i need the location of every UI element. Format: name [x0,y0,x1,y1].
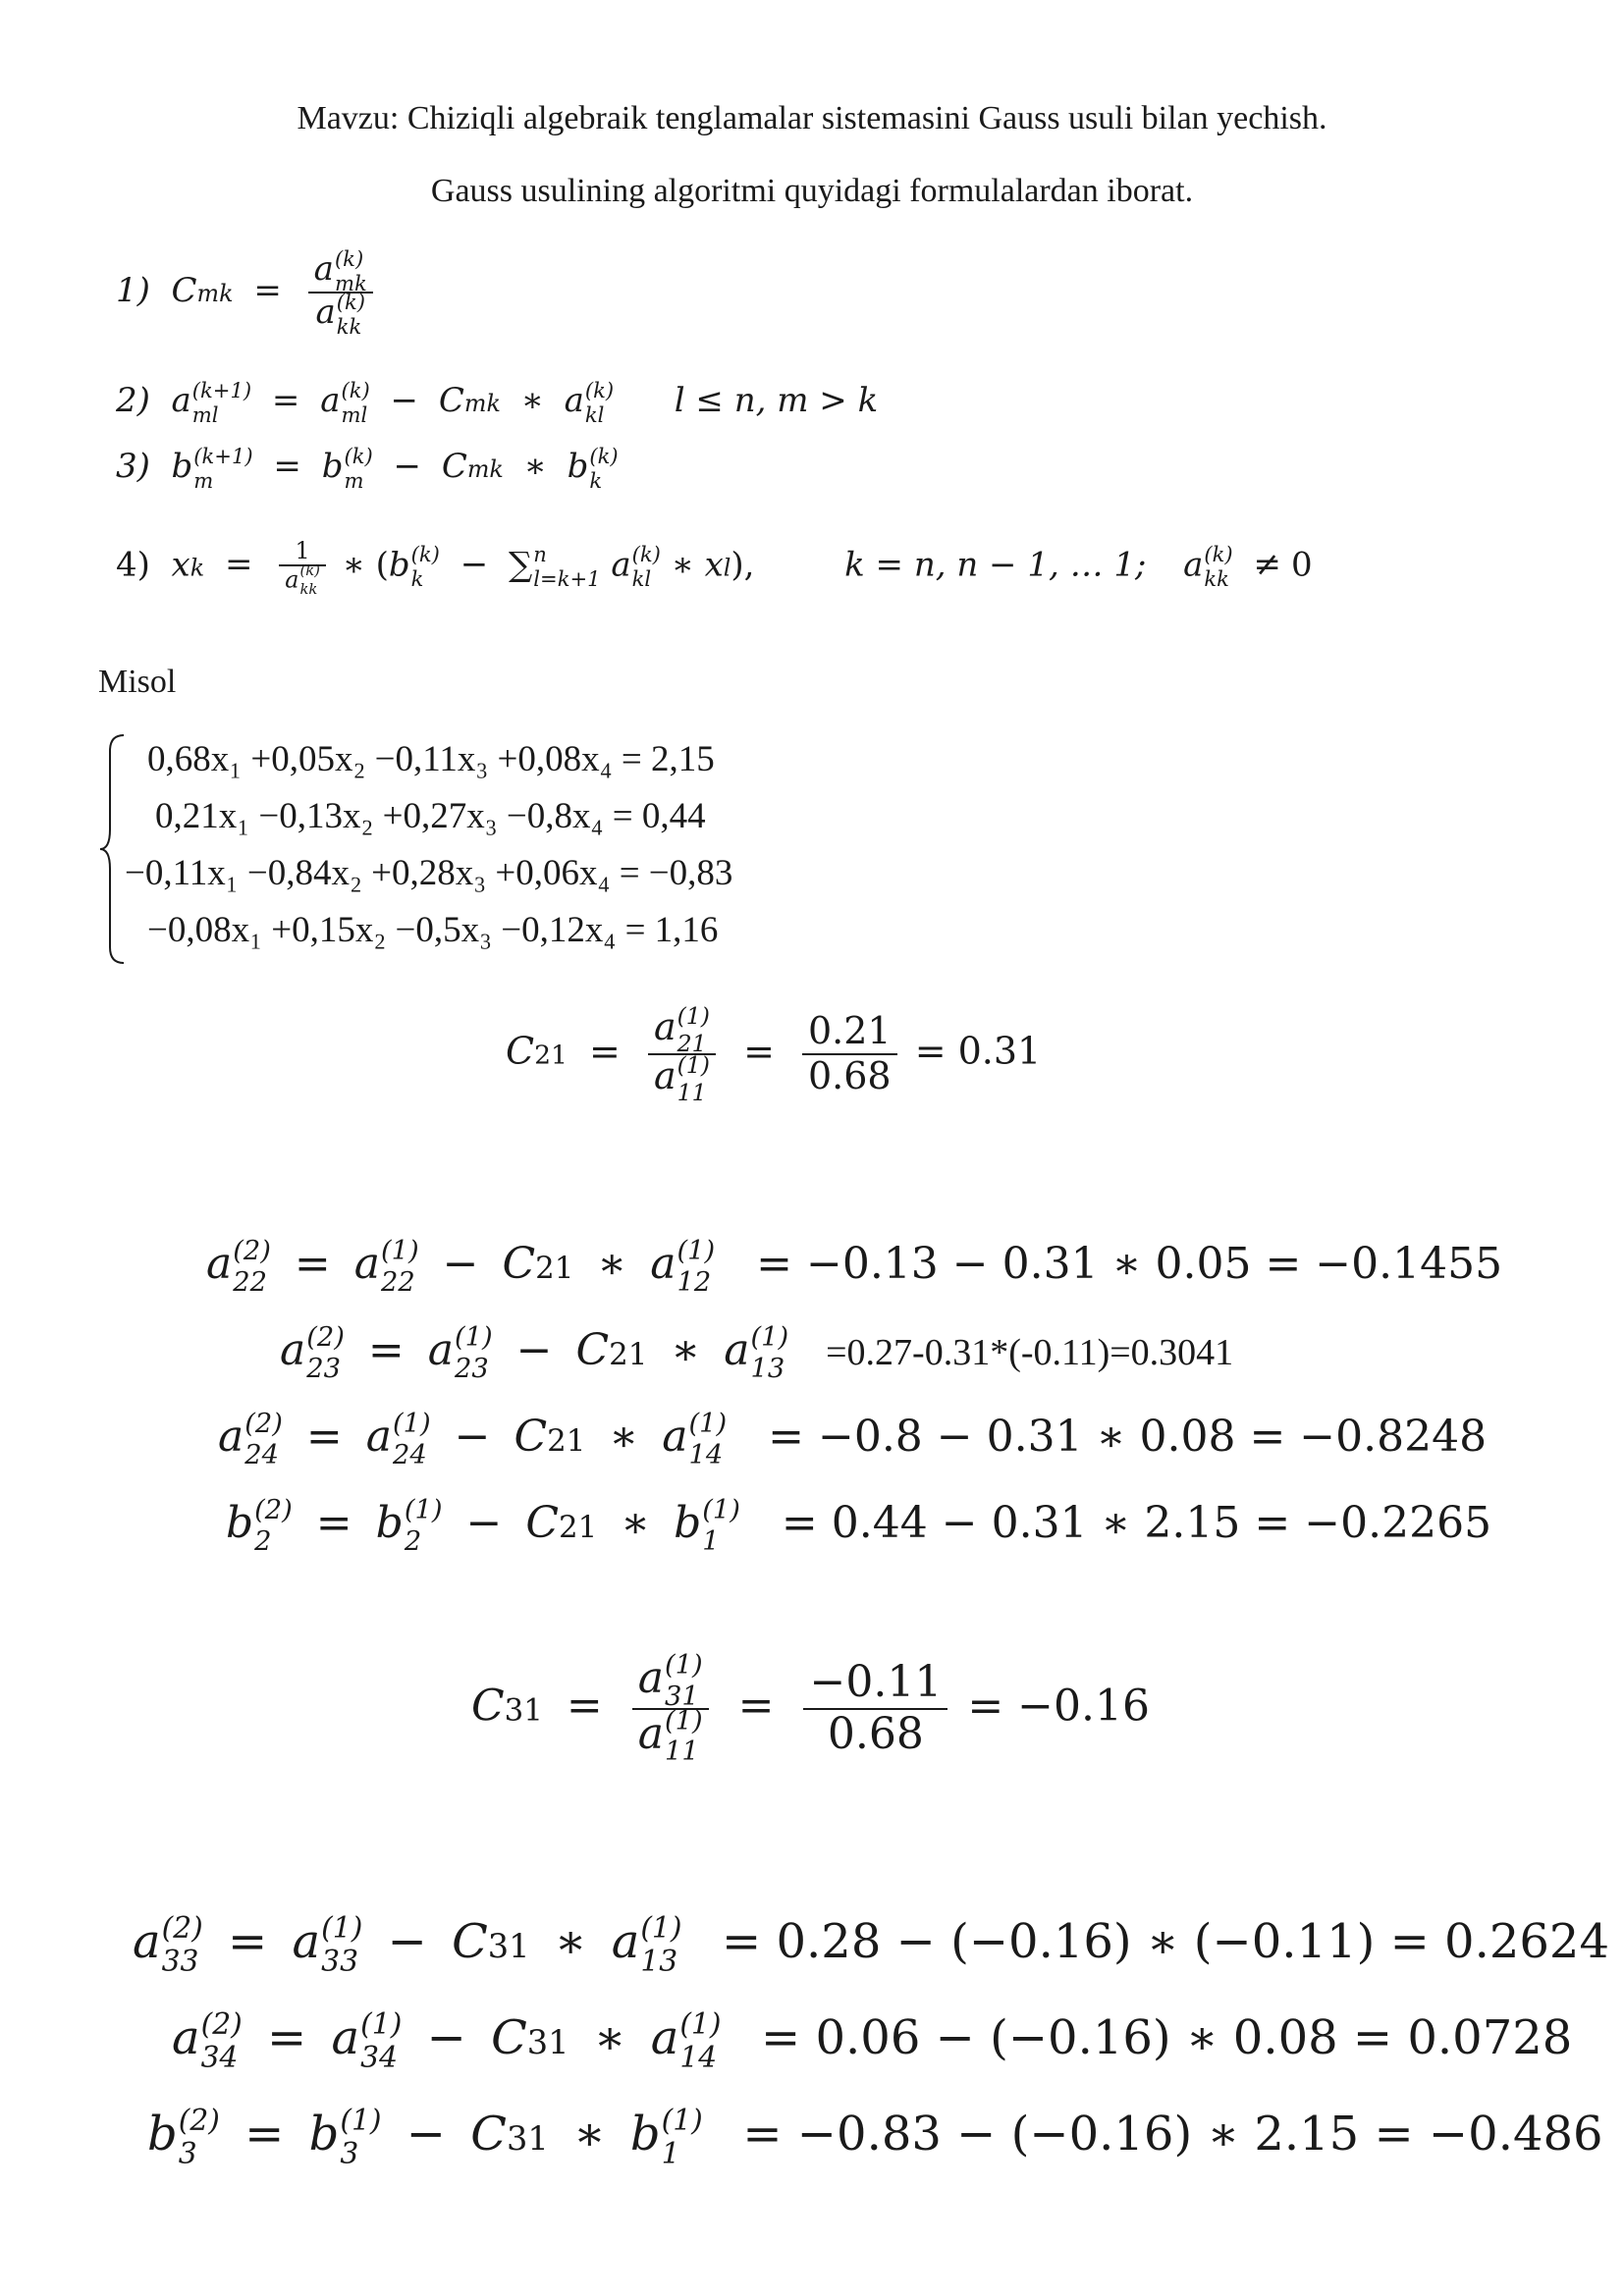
system-equation-4: −0,08x₁ +0,15x₂ −0,5x₃ −0,12x₄ = 1,16 [147,910,719,950]
c31-denominator: 0.68 [827,1708,924,1759]
c21-equation: C21 = a (1) 21 a (1) 11 = $\frac{0.21}{0.68}$ = 0.31 [506,1001,1042,1106]
step2-a34: a (2) 34 = a (1) 34 − C31 ∗ a (1) 14 = 0.06 − (−0.16) ∗ 0.08 = 0.0728 [172,2006,1573,2075]
formula-4: 4) xk = 1 a (k) kk ∗ (b (k) k − ∑ n l=k+1 a (k) kl ∗ xl), k = n, n − 1, … 1; a (k) kk ≠ 0 [116,537,1313,599]
step1-a22: a (2) 22 = a (1) 22 − C21 ∗ a (1) 12 = −0.13 − 0.31 ∗ 0.05 = −0.1455 [206,1236,1503,1298]
step1-a24-rhs: = −0.8 − 0.31 ∗ 0.08 = −0.8248 [768,1412,1488,1462]
step1-a23: a (2) 23 = a (1) 23 − C21 ∗ a (1) 13 =0.27-0.31*(-0.11)=0.3041 [280,1322,1234,1384]
formula-4-label: 4) [116,545,150,585]
formula-3-label: 3) [116,447,150,486]
c31-equation: C31 = a (1) 31 a (1) 11 = $\frac{-0.11}{0.68}$ = −0.16 [471,1650,1151,1768]
step2-a33: a (2) 33 = a (1) 33 − C31 ∗ a (1) 13 = 0.28 − (−0.16) ∗ (−0.11) = 0.2624 [133,1910,1610,1979]
formula-2: 2) a (k+1) ml = a (k) ml − Cmk ∗ a (k) kl l ≤ n, m > k [116,377,879,427]
step1-a22-rhs: = −0.13 − 0.31 ∗ 0.05 = −0.1455 [756,1239,1503,1289]
system-brace [98,731,128,967]
step1-a24: a (2) 24 = a (1) 24 − C21 ∗ a (1) 14 = −0.8 − 0.31 ∗ 0.08 = −0.8248 [218,1409,1488,1470]
step1-b2: b (2) 2 = b (1) 2 − C21 ∗ b (1) 1 = 0.44 − 0.31 ∗ 2.15 = −0.2265 [226,1495,1492,1557]
step1-a23-rhs: =0.27-0.31*(-0.11)=0.3041 [826,1332,1234,1373]
formula-2-condition: l ≤ n, m > k [674,381,879,420]
example-label: Misol [98,664,177,700]
system-equation-1: 0,68x₁ +0,05x₂ −0,11x₃ +0,08x₄ = 2,15 [147,739,715,779]
c31-result: = −0.16 [967,1681,1151,1732]
system-equation-2: 0,21x₁ −0,13x₂ +0,27x₃ −0,8x₄ = 0,44 [155,796,706,836]
page-subtitle: Gauss usulining algoritmi quyidagi formulalardan iborat. [430,173,1194,209]
c21-result: = 0.31 [914,1029,1042,1073]
formula-1: 1) Cmk = a (k) mk a (k) kk [116,250,379,335]
page-title: Mavzu: Chiziqli algebraik tenglamalar sistemasini Gauss usuli bilan yechish. [297,100,1327,136]
formula-2-label: 2) [116,381,150,420]
system-equation-3: −0,11x₁ −0,84x₂ +0,28x₃ +0,06x₄ = −0,83 [125,853,733,893]
step2-a34-rhs: = 0.06 − (−0.16) ∗ 0.08 = 0.0728 [761,2010,1573,2065]
formula-4-condition: k = n, n − 1, … 1; [844,545,1147,585]
step2-b3-rhs: = −0.83 − (−0.16) ∗ 2.15 = −0.486 [742,2107,1603,2162]
c21-denominator: 0.68 [808,1054,892,1098]
step2-b3: b (2) 3 = b (1) 3 − C31 ∗ b (1) 1 = −0.83 − (−0.16) ∗ 2.15 = −0.486 [147,2103,1603,2171]
c31-numerator: −0.11 [809,1657,943,1708]
formula-3: 3) b (k+1) m = b (k) m − Cmk ∗ b (k) k [116,443,619,493]
step2-a33-rhs: = 0.28 − (−0.16) ∗ (−0.11) = 0.2624 [722,1914,1610,1969]
c21-numerator: 0.21 [808,1009,892,1053]
step1-b2-rhs: = 0.44 − 0.31 ∗ 2.15 = −0.2265 [781,1498,1492,1548]
formula-1-label: 1) [116,271,150,311]
